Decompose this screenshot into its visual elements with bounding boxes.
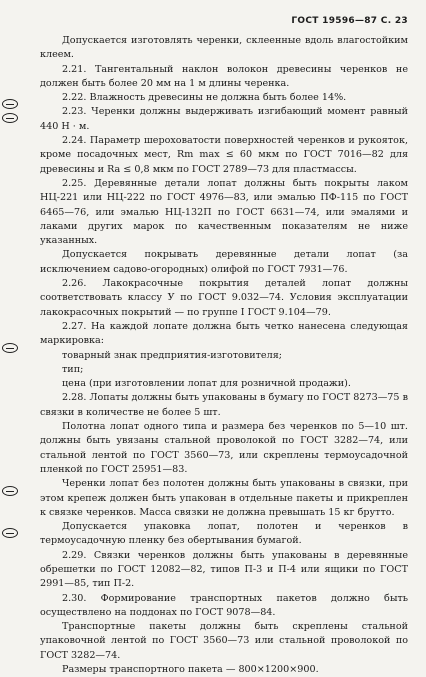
margin-change-mark-icon	[2, 486, 18, 496]
page-header: ГОСТ 19596—87 С. 23	[291, 16, 408, 26]
margin-change-mark-icon	[2, 528, 18, 538]
paragraph: Полотна лопат одного типа и размера без черенков по 5—10 шт. должны быть увязаны стальной проволокой по ГОСТ 3282—74, или стальной лентой по ГОСТ 3560—73, или скреплены термоусадочной пленкой по ГОСТ 25951—83.	[40, 421, 408, 475]
paragraph: 2.27. На каждой лопате должна быть четко нанесена следующая маркировка:	[40, 320, 408, 347]
paragraph: тип;	[62, 363, 84, 375]
paragraph: цена (при изготовлении лопат для розничной продажи).	[62, 378, 351, 390]
margin-change-mark-icon	[2, 343, 18, 353]
paragraph: 2.21. Тангентальный наклон волокон древесины черенков не должен быть более 20 мм на 1 м длины черенка.	[40, 63, 408, 89]
paragraph: 2.26. Лакокрасочные покрытия деталей лопат должны соответствовать классу У по ГОСТ 9.032—74. Условия эксплуатации лакокрасочных покрытий — по группе I ГОСТ 9.104—79.	[40, 278, 408, 318]
paragraph: Размеры транспортного пакета — 800×1200×900.	[62, 664, 319, 676]
paragraph: 2.22. Влажность древесины не должна быть более 14%.	[62, 92, 347, 104]
paragraph: 2.28. Лопаты должны быть упакованы в бумагу по ГОСТ 8273—75 в связки в количестве не более 5 шт.	[40, 392, 408, 418]
paragraph: Черенки лопат без полотен должны быть упакованы в связки, при этом крепеж должен быть упакован в отдельные пакеты и прикреплен к связке черенков. Масса связки не должна превышать 15 кг брутто.	[40, 478, 408, 518]
paragraph: 2.25. Деревянные детали лопат должны быть покрыты лаком НЦ-221 или НЦ-222 по ГОСТ 4976—83, или эмалью ПФ-115 по ГОСТ 6465—76, или эмалью НЦ-132П по ГОСТ 6631—74, или эмалями и лаками других марок по качественным показателям не ниже указанных.	[40, 177, 408, 247]
paragraph: 2.30. Формирование транспортных пакетов должно быть осуществлено на поддонах по ГОСТ 9078—84.	[40, 592, 408, 618]
paragraph: Допускается упаковка лопат, полотен и черенков в термоусадочную пленку без обертывания бумагой.	[40, 521, 408, 547]
paragraph: 2.23. Черенки должны выдерживать изгибающий момент равный 440 Н · м.	[40, 106, 408, 132]
paragraph: Допускается покрывать деревянные детали лопат (за исключением садово-огородных) олифой по ГОСТ 7931—76.	[40, 249, 408, 275]
paragraph: Допускается изготовлять черенки, склеенные вдоль влагостойким клеем.	[40, 35, 408, 61]
paragraph: 2.24. Параметр шероховатости поверхностей черенков и рукояток, кроме посадочных мест, Rm max ≤ 60 мкм по ГОСТ 7016—82 для древесины и Ra ≤ 0,8 мкм по ГОСТ 2789—73 для пластмассы.	[40, 135, 408, 175]
document-body	[40, 34, 408, 677]
margin-change-mark-icon	[2, 113, 18, 123]
paragraph: Транспортные пакеты должны быть скреплены стальной упаковочной лентой по ГОСТ 3560—73 или стальной проволокой по ГОСТ 3282—74.	[40, 621, 408, 661]
margin-change-mark-icon	[2, 99, 18, 109]
paragraph: товарный знак предприятия-изготовителя;	[62, 349, 282, 361]
paragraph: 2.29. Связки черенков должны быть упакованы в деревянные обрешетки по ГОСТ 12082—82, типов П-3 и П-4 или ящики по ГОСТ 2991—85, тип П-2.	[40, 549, 408, 590]
